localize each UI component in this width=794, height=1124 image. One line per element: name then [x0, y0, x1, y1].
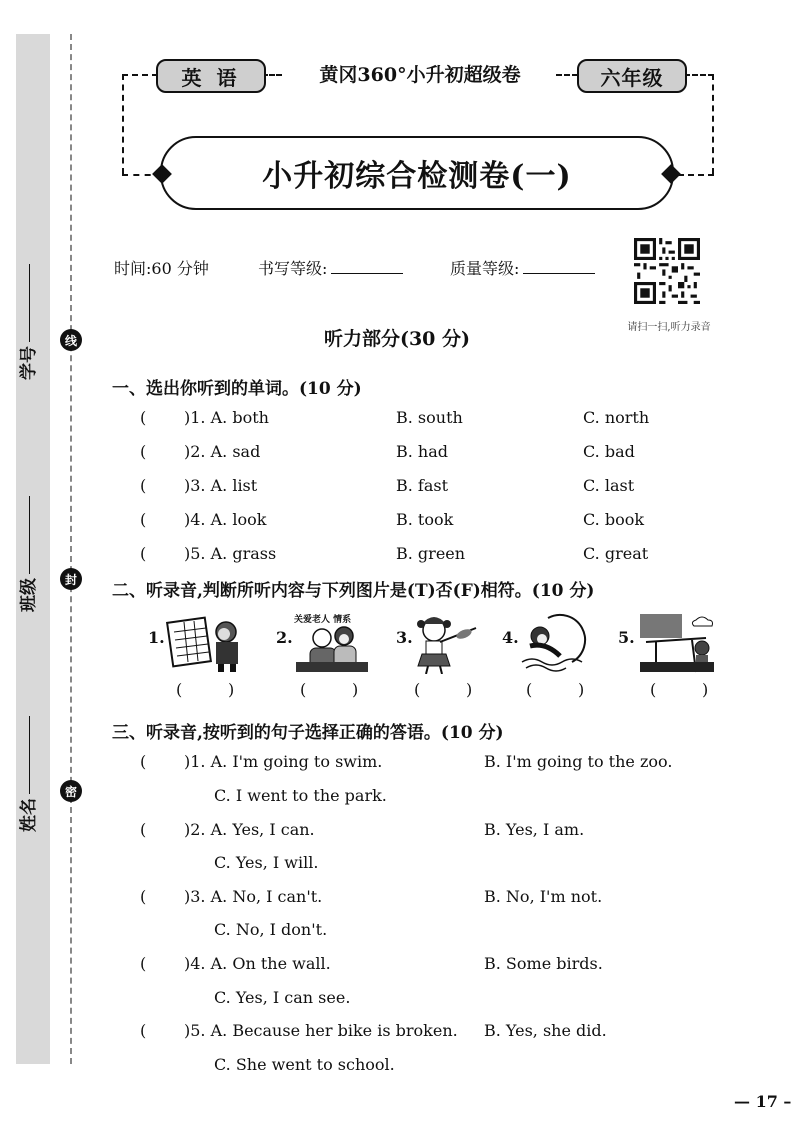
pic-number-3: 3. [396, 628, 413, 647]
pic-number-5: 5. [618, 628, 635, 647]
s3-q1-b: B. I'm going to the zoo. [484, 752, 673, 771]
s3-q3-c: C. No, I don't. [214, 920, 328, 939]
pic2-sign-text: 关爱老人 情系 [294, 615, 352, 625]
name-label: 姓名 [14, 716, 39, 832]
seal-secret-badge: 密 [60, 780, 82, 802]
s1-q4-b: B. took [396, 510, 454, 529]
answer-paren[interactable]: ( [140, 1021, 147, 1040]
answer-paren-pic-2[interactable]: ( ) [300, 680, 359, 699]
s1-q3-c: C. last [583, 476, 635, 495]
answer-paren[interactable]: ( [140, 820, 147, 839]
s3-q3-b: B. No, I'm not. [484, 887, 603, 906]
header-frame-left [122, 74, 124, 174]
answer-paren[interactable]: ( [140, 752, 147, 771]
writing-grade-blank[interactable] [331, 273, 403, 274]
answer-paren[interactable]: ( [140, 442, 147, 461]
series-title: 黄冈360°小升初超级卷 [319, 64, 521, 86]
answer-paren[interactable]: ( [140, 954, 147, 973]
s1-q3-b: B. fast [396, 476, 449, 495]
s3-q5-c: C. She went to school. [214, 1055, 395, 1074]
pic-number-2: 2. [276, 628, 293, 647]
s3-q4-b: B. Some birds. [484, 954, 603, 973]
kids-outdoors-picture [636, 612, 716, 674]
s3-q2-c: C. Yes, I will. [214, 853, 319, 872]
s3-q2-a: )2. A. Yes, I can. [184, 820, 315, 839]
exam-time: 时间:60 分钟 [114, 259, 209, 278]
s1-q2-c: C. bad [583, 442, 635, 461]
s1-q2-b: B. had [396, 442, 449, 461]
answer-paren-pic-1[interactable]: ( ) [176, 680, 235, 699]
section2-title: 二、听录音,判断所听内容与下列图片是(T)否(F)相符。(10 分) [112, 581, 595, 601]
binding-dash-line [70, 34, 72, 1064]
answer-paren[interactable]: ( [140, 510, 147, 529]
pic-number-1: 1. [148, 628, 165, 647]
section1-title: 一、选出你听到的单词。(10 分) [112, 379, 362, 399]
qr-caption: 请扫一扫,听力录音 [627, 322, 711, 333]
girl-violin-picture [408, 612, 488, 674]
calendar-boy-picture [164, 612, 244, 674]
writing-grade: 书写等级: [258, 256, 403, 279]
quality-grade-blank[interactable] [523, 273, 595, 274]
header-frame-top-left [122, 74, 158, 76]
pic-number-4: 4. [502, 628, 519, 647]
grade-pill: 六年级 [577, 59, 687, 93]
answer-paren-pic-4[interactable]: ( ) [526, 680, 585, 699]
s1-q3-a: )3. A. list [184, 476, 258, 495]
s1-q2-a: )2. A. sad [184, 442, 261, 461]
s1-q1-b: B. south [396, 408, 463, 427]
listening-section-title: 听力部分(30 分) [323, 328, 471, 350]
s3-q5-a: )5. A. Because her bike is broken. [184, 1021, 458, 1040]
class-label: 班级 [14, 496, 39, 612]
s1-q1-c: C. north [583, 408, 650, 427]
answer-paren[interactable]: ( [140, 408, 147, 427]
s1-q5-a: )5. A. grass [184, 544, 277, 563]
s3-q2-b: B. Yes, I am. [484, 820, 585, 839]
answer-paren[interactable]: ( [140, 476, 147, 495]
seal-seal-badge: 封 [60, 568, 82, 590]
seal-line-badge: 线 [60, 329, 82, 351]
header-frame-right [712, 74, 714, 174]
s3-q4-c: C. Yes, I can see. [214, 988, 351, 1007]
subject-pill: 英 语 [156, 59, 266, 93]
s3-q3-a: )3. A. No, I can't. [184, 887, 323, 906]
quality-grade: 质量等级: [450, 256, 595, 279]
exam-title: 小升初综合检测卷(一) [160, 136, 674, 210]
answer-paren[interactable]: ( [140, 887, 147, 906]
header-frame-top-right [684, 74, 714, 76]
s1-q4-a: )4. A. look [184, 510, 267, 529]
s1-q1-a: )1. A. both [184, 408, 269, 427]
s1-q4-c: C. book [583, 510, 645, 529]
s3-q4-a: )4. A. On the wall. [184, 954, 331, 973]
answer-paren-pic-5[interactable]: ( ) [650, 680, 709, 699]
qr-code-icon[interactable] [634, 238, 700, 304]
answer-paren-pic-3[interactable]: ( ) [414, 680, 473, 699]
section3-title: 三、听录音,按听到的句子选择正确的答语。(10 分) [112, 723, 504, 743]
s3-q1-c: C. I went to the park. [214, 786, 387, 805]
swimmer-picture [512, 612, 592, 674]
helping-elderly-picture [292, 612, 372, 674]
s3-q5-b: B. Yes, she did. [484, 1021, 607, 1040]
s1-q5-c: C. great [583, 544, 649, 563]
student-id-label: 学号 [14, 264, 39, 380]
s1-q5-b: B. green [396, 544, 466, 563]
s3-q1-a: )1. A. I'm going to swim. [184, 752, 383, 771]
answer-paren[interactable]: ( [140, 544, 147, 563]
page-number: — 17 – [734, 1092, 792, 1111]
